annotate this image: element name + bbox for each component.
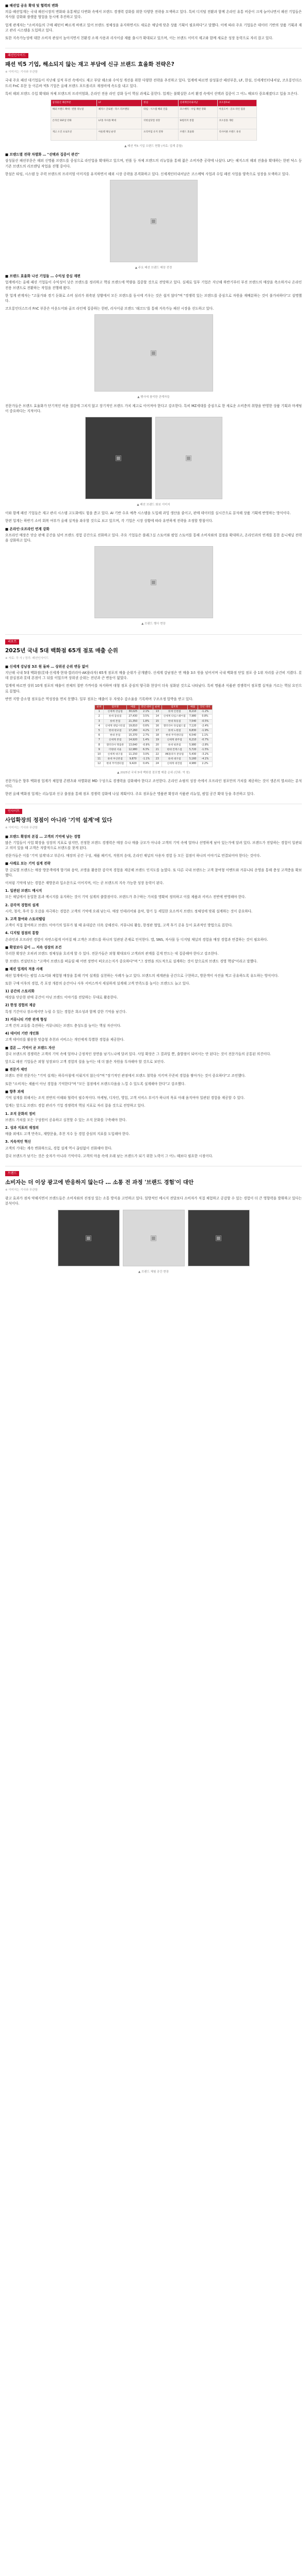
paragraph: 업계 관계자는 "소비자들의 구매 패턴이 빠르게 바뀌고 있어 브랜드 정체성을 유지하면서도 새로운 채널에 맞춘 상품 기획이 필요하다"고 말했다. 이에 따라 주요 기업들은 데이터 기반의 상품 기획과 재고 관리 시스템을 도입하고 있다. xyxy=(5,23,302,32)
subheading: 2. 성과 지표의 재정의 xyxy=(5,1125,39,1130)
table-cell: 1 xyxy=(95,710,103,715)
grid-header-cell: 신세계인터내셔날 xyxy=(178,100,217,107)
table-cell: 2.2% xyxy=(198,762,212,767)
grid-cell: 온라인 SSF샵 강화 xyxy=(51,118,96,129)
paragraph: 국내 주요 패션 대기업들이 지난해 실적 부진 속에서도 재고 부담 해소와 수익성 개선을 위한 다양한 전략을 추진하고 있다. 업계에 따르면 삼성물산 패션부문, LF, 한섬, 신세계인터내셔날, 코오롱인더스트리 FnC 부문 등 이른바 빅5 기업은 올해 브랜드 포트폴리오 재정비에 속도를 내고 있다. xyxy=(5,78,302,88)
grid-header-cell: 코오롱FnC xyxy=(217,100,256,107)
grid-header-cell: LF xyxy=(96,100,141,107)
table-cell: 6,540 xyxy=(187,734,198,738)
subheading: ■ 브랜드별 전략 차별화 … "선택과 집중이 관건" xyxy=(5,152,80,157)
table-cell: 3.0% xyxy=(139,752,153,757)
paragraph: 오프라인 매장은 단순 판매 공간을 넘어 브랜드 경험 공간으로 진화하고 있다. 주요 기업들은 플래그십 스토어와 팝업 스토어를 통해 소비자와의 접점을 확대하고, 온라인과의 연계를 통한 옴니채널 전략을 강화하고 있다. xyxy=(5,533,302,543)
paragraph: 광고 효과가 점차 약해지면서 브랜드들은 소비자와의 진정성 있는 소통 방식을 고민하고 있다. 일방적인 메시지 전달보다 소비자가 직접 체험하고 공감할 수 있는 경험이 더 큰 영향력을 발휘하고 있다는 분석이다. xyxy=(5,1196,302,1206)
grid-cell: 타임 · 시스템 해외 진출 xyxy=(142,107,178,118)
paragraph: 브랜드 가치를 모든 구성원이 공유하고 실천할 수 있는 조직 문화를 구축해야 한다. xyxy=(5,1117,127,1122)
section-tag[interactable]: 인사이트 xyxy=(5,809,22,814)
grid-row xyxy=(51,100,256,107)
table-cell: 5,720 xyxy=(187,748,198,752)
table-row xyxy=(95,748,212,752)
paragraph: 또한 지속가능성에 대한 소비자 관심이 높아지면서 친환경 소재 사용과 리사이클 제품 출시가 확대되고 있으며, 이는 브랜드 이미지 제고와 함께 새로운 성장 동력으로 자리 잡고 있다. xyxy=(5,36,273,41)
table-cell: 3 xyxy=(95,719,103,724)
paragraph: 고객 데이터를 활용한 맞춤형 추천과 서비스는 개인에게 특별한 경험을 제공한다. xyxy=(5,1038,125,1042)
paragraph: 지난해 국내 5대 백화점(롯데·신세계·현대·갤러리아·AK플라자) 65개 점포의 매출 순위가 공개됐다. 신세계 강남점은 연 매출 3조 원을 넘어서며 국내 백화점 단일 점포 중 1위 자리를 굳건히 지켰다. 롯데 잠실점과 롯데 본점이 그 뒤를 이었으며 상위권 순위는 전년과 큰 변동이 없었다. xyxy=(5,670,302,681)
paragraph: 특정 기간이나 장소에서만 누릴 수 있는 경험은 희소성과 함께 강한 기억을 남긴다. xyxy=(5,1009,127,1014)
column-header: 순위 xyxy=(95,705,103,709)
subheading: ■ 패션업 공유 확대 및 협력의 변화 xyxy=(5,4,58,8)
grid-header-cell: 삼성물산 패션부문 xyxy=(51,100,96,107)
table-cell: 12,980 xyxy=(127,748,139,752)
paragraph: 코오롱인더스트리 FnC 부문은 아웃도어와 골프 라인에 집중하는 한편, 리사이클 브랜드 '래코드'를 통해 지속가능 패션 시장을 선도하고 있다. xyxy=(5,307,214,311)
grid-cell: 더한섬닷컴 성장 xyxy=(142,118,178,129)
photo-caption: ▲ 브랜드 행사 현장 xyxy=(141,622,166,626)
paragraph: 한편 업계는 하반기 소비 회복 여부가 올해 실적을 좌우할 것으로 보고 있으며, 각 기업은 시장 상황에 따라 유연하게 전략을 조정할 방침이다. xyxy=(5,519,213,523)
table-cell: 신세계 센텀시티점 xyxy=(103,724,127,728)
table-cell: 13,640 xyxy=(127,743,139,748)
table-cell: 11 xyxy=(95,757,103,762)
table-cell: 8 xyxy=(95,743,103,748)
table-cell: 현대 무역센터점 xyxy=(161,734,187,738)
article-section-5 xyxy=(5,1171,302,1275)
table-cell: 1.1% xyxy=(198,734,212,738)
paragraph: 의류·패션업계는 국내 패션시장의 변화와 유통채널 다변화 속에서 브랜드 경쟁력 강화를 위한 다양한 전략을 모색하고 있다. 특히 디지털 전환과 함께 온라인 유통 비중이 크게 늘어나면서 패션 기업들은 자사몰 강화와 플랫폼 협업을 동시에 추진하고 있다. xyxy=(5,10,302,20)
table-cell: -1.9% xyxy=(198,728,212,733)
table-row xyxy=(95,734,212,738)
paragraph: 한 글로벌 브랜드는 매장 방문객에게 향기와 음악, 조명을 활용한 감각적 경험을 제공해 브랜드 인지도를 높였다. 또 다른 국내 브랜드는 고객 참여형 이벤트와 커뮤니티 운영을 통해 충성 고객층을 확보했다. xyxy=(5,868,302,877)
table-cell: 18 xyxy=(153,734,161,738)
article-section-1 xyxy=(5,3,302,41)
paragraph: 한 업계 관계자는 "고물가와 경기 둔화로 소비 심리가 위축된 상황에서 모든 브랜드를 동시에 키우는 것은 쉽지 않다"며 "경쟁력 있는 브랜드를 중심으로 자원을 재배분하는 것이 불가피하다"고 설명했다. xyxy=(5,293,302,303)
table-cell: 롯데 인천점 xyxy=(161,710,187,715)
table-cell: 7 xyxy=(95,738,103,743)
table-cell: 10 xyxy=(95,752,103,757)
image-icon: ▣ xyxy=(150,1233,157,1242)
subheading: 4) 데이터 기반 개인화 xyxy=(5,1031,39,1036)
paragraph: 고객 간의 교류를 촉진하는 커뮤니티는 브랜드 충성도를 높이는 핵심 자산이다. xyxy=(5,1024,121,1028)
table-caption: ▲ 2025년 국내 5대 백화점 점포별 매출 순위 (단위: 억 원) xyxy=(117,771,190,774)
subheading: ■ 신세계 강남점 3조 원 돌파 … 상위권 순위 변동 없어 xyxy=(5,664,89,669)
column-header: 순위 xyxy=(153,705,161,709)
image-icon: ▣ xyxy=(115,453,122,462)
article-headline[interactable]: 소비자는 더 이상 광고에 반응하지 않는다 … 소통 전 과정 '브랜드 경험'이 대안 xyxy=(5,1179,194,1185)
image-icon: ▣ xyxy=(85,1233,92,1242)
paragraph: 고객의 기대는 계속 변화하므로, 경험 설계 역시 끊임없이 진화해야 한다. xyxy=(5,1146,112,1150)
section-divider xyxy=(5,634,302,635)
paragraph: 앞으로 패션 기업들은 외형 성장보다 고객 경험의 질을 높이는 데 더 많은 자원을 투자해야 할 것으로 보인다. xyxy=(5,1060,165,1064)
table-cell: 17 xyxy=(153,728,161,733)
table-cell: 7,980 xyxy=(187,715,198,719)
table-cell: 0.8% xyxy=(198,715,212,719)
table-cell: 0.4% xyxy=(139,762,153,767)
table-cell: 롯데 부산본점 xyxy=(103,757,127,762)
paragraph: 반면 지방 중소형 점포들은 역성장을 면치 못했다. 일부 점포는 매출이 두 자릿수 감소율을 기록하며 구조조정 압박을 받고 있다. xyxy=(5,697,193,701)
table-cell: 현대 판교점 xyxy=(103,728,127,733)
photo-caption: ▲ 행사에 참석한 관계자들 xyxy=(137,396,170,399)
grid-row xyxy=(51,129,256,141)
image-notice: ※ 이미지는 기사와 무관함 xyxy=(5,1188,38,1192)
table-cell: 4 xyxy=(95,724,103,728)
table-cell: 23 xyxy=(153,757,161,762)
table-cell: 3.5% xyxy=(139,715,153,719)
table-cell: 19,810 xyxy=(127,724,139,728)
image-icon: ▣ xyxy=(150,216,157,225)
table-cell: -0.5% xyxy=(198,719,212,724)
table-cell: 4.2% xyxy=(139,728,153,733)
paragraph: 고객이 직접 참여하고 브랜드 이야기의 일부가 될 때 유대감은 더욱 강해진다. 커뮤니티 활동, 한정판 협업, 고객 후기 공유 등이 효과적인 방법으로 꼽힌다. xyxy=(5,923,233,928)
image-icon: ▣ xyxy=(150,578,157,587)
table-cell: 21,350 xyxy=(127,719,139,724)
subheading: ■ 온라인·오프라인 연계 강화 xyxy=(5,527,50,531)
table-cell: 1.4% xyxy=(139,738,153,743)
column-header: 전년 대비 xyxy=(198,705,212,709)
table-cell: 4,980 xyxy=(187,762,198,767)
grid-cell: 브랜드 효율화 xyxy=(178,129,217,141)
table-cell: -0.9% xyxy=(139,743,153,748)
source-notice: ※ 자료: 각 사 / 정리: 패션인사이드 xyxy=(5,656,49,660)
table-cell: -0.7% xyxy=(198,738,212,743)
image-icon: ▣ xyxy=(215,1233,222,1242)
image-notice: ※ 이미지는 기사와 무관함 xyxy=(5,826,38,830)
article-headline[interactable]: 패션 빅5 기업, 해소되지 않는 재고 부담에 신규 브랜드 효율화 전략은? xyxy=(5,61,174,68)
table-cell: 30,025 xyxy=(127,710,139,715)
table-cell: 27,430 xyxy=(127,715,139,719)
table-cell: 7,540 xyxy=(187,719,198,724)
section-tag[interactable]: 패션인사이드 xyxy=(5,53,28,58)
grid-row xyxy=(51,107,256,118)
table-cell: 갤러리아 명품관 xyxy=(103,743,127,748)
grid-row xyxy=(51,118,256,129)
table-row xyxy=(95,752,212,757)
fashion-photo xyxy=(85,417,152,499)
grid-cell: SI빌리지 통합 xyxy=(178,118,217,129)
paragraph: 패션 업계에서는 팝업 스토어와 체험형 매장을 통해 기억 설계를 실천하는 사례가 늘고 있다. 브랜드의 세계관을 공간으로 구현하고, 방문객이 사진을 찍고 공유하도록 유도하는 방식이다. xyxy=(5,973,279,978)
section-tag[interactable]: 트렌드 xyxy=(5,1171,19,1176)
subheading: ■ 브랜드 효율화 나선 기업들 … 수익성 중심 재편 xyxy=(5,274,80,279)
photo-caption: ▲ 브랜드 체험 공간 현장 xyxy=(138,1270,169,1274)
event-photo xyxy=(94,546,213,618)
subheading: 2) 한정 경험의 제공 xyxy=(5,1003,36,1008)
paragraph: 또한 "소비자는 제품이 아닌 경험을 기억한다"며 "모든 접점에서 브랜드다움을 느낄 수 있도록 설계해야 한다"고 강조했다. xyxy=(5,1081,186,1086)
table-cell: 9 xyxy=(95,748,103,752)
table-cell: 롯데 노원점 xyxy=(161,728,187,733)
paragraph: 모든 채널에서 동일한 톤과 메시지를 유지하는 것이 기억 설계의 출발점이다. 브랜드가 추구하는 가치를 명확히 정의하고 이를 제품과 서비스 전반에 반영해야 한다. xyxy=(5,895,246,900)
paragraph: 결국 브랜드가 남기는 것은 숫자가 아니라 기억이다. 고객의 마음 속에 오래 남는 브랜드가 되기 위한 노력이 그 어느 때보다 필요한 시점이다. xyxy=(5,1154,213,1158)
table-row xyxy=(95,710,212,715)
table-cell: 더현대 서울 xyxy=(103,748,127,752)
subheading: 3) 커뮤니티 기반 관계 형성 xyxy=(5,1017,47,1022)
article-headline[interactable]: 2025년 국내 5대 백화점 65개 점포 매출 순위 xyxy=(5,647,118,654)
paragraph: 업계에서는 올해 패션 기업들이 수익성이 낮은 브랜드를 정리하고 핵심 브랜드에 역량을 집중할 것으로 전망하고 있다. 실제로 일부 기업은 지난해 하반기부터 부진 브랜드의 매장을 축소하거나 온라인 전용 브랜드로 전환하는 작업을 진행해 왔다. xyxy=(5,280,302,290)
sales-ranking-table xyxy=(94,705,212,767)
table-cell: 현대 무역센터점 xyxy=(103,762,127,767)
paragraph: 전문가들은 향후 백화점 업계가 체험형 콘텐츠와 차별화된 MD 구성으로 경쟁력을 강화해야 한다고 조언한다. 온라인 쇼핑의 성장 속에서 오프라인 점포만의 가치를 제공하는 것이 생존의 열쇠라는 분석이다. xyxy=(5,778,302,788)
table-cell: 롯데 잠실점 xyxy=(103,715,127,719)
table-cell: 신세계 대전점 xyxy=(161,762,187,767)
table-cell: -1.1% xyxy=(139,757,153,762)
paragraph: 이와 함께 패션 기업들은 재고 관리 시스템 고도화에도 힘을 쏟고 있다. AI 기반 수요 예측 시스템을 도입해 과잉 생산을 줄이고, 판매 데이터를 실시간으로 분석해 상품 기획에 반영하는 방식이다. xyxy=(5,511,291,516)
article-body xyxy=(5,834,302,1159)
table-cell: 5 xyxy=(95,728,103,733)
image-icon: ▣ xyxy=(150,349,157,358)
table-cell: 신세계 타임스퀘어점 xyxy=(161,715,187,719)
brand-photo xyxy=(58,1210,120,1266)
grid-cell: 해외 브랜드 확대 · 빈폴 리뉴얼 xyxy=(51,107,96,118)
table-cell: 2.7% xyxy=(139,734,153,738)
table-cell: 22 xyxy=(153,752,161,757)
photo-caption: ▲ 주요 패션 브랜드 매장 전경 xyxy=(135,266,172,270)
table-cell: 2 xyxy=(95,715,103,719)
table-cell: 갤러리아 타임월드점 xyxy=(161,724,187,728)
table-row xyxy=(95,762,212,767)
paragraph: 또한 구매 이후의 경험, 즉 포장 개봉의 순간이나 사후 서비스까지 세심하게 설계해 고객 만족도를 높이는 브랜드도 늘고 있다. xyxy=(5,981,190,986)
table-cell: 14,920 xyxy=(127,738,139,743)
paragraph: 업계는 앞으로 브랜드 경험 관리가 기업 경쟁력의 핵심 지표로 자리 잡을 것으로 전망하고 있다. xyxy=(5,1104,146,1108)
paragraph: 매장을 단순한 판매 공간이 아닌 브랜드 이야기를 전달하는 무대로 활용한다. xyxy=(5,995,118,1000)
paragraph: 온라인과 오프라인 경험이 자연스럽게 이어질 때 고객은 브랜드를 하나의 일관된 존재로 인식한다. 앱, SNS, 자사몰 등 디지털 채널의 경험을 매장 경험과 연결하는 것이 필요하다. xyxy=(5,937,268,942)
grid-cell: 리사이클 브랜드 육성 xyxy=(217,129,256,141)
paragraph: 전문가들은 이를 '기억 설계'라고 부른다. 매장의 공간 구성, 제품 패키지, 직원의 응대, 온라인 채널의 사용자 경험 등 모든 접점이 하나의 이야기로 연결되어야 한다는 것이다. xyxy=(5,854,261,858)
brand-photo xyxy=(123,1210,185,1266)
table-cell: 현대 목동점 xyxy=(161,719,187,724)
table-row xyxy=(95,724,212,728)
section-tag[interactable]: 리포트 xyxy=(5,639,19,645)
subheading: 2. 감각적 경험의 설계 xyxy=(5,903,39,907)
table-cell: -2.8% xyxy=(198,743,212,748)
column-header: 매출 xyxy=(127,705,139,709)
fashion-photo xyxy=(155,417,222,499)
table-cell: 24 xyxy=(153,762,161,767)
subheading: ■ 브랜드 확장의 본질 … 고객의 기억에 남는 경험 xyxy=(5,834,80,839)
photo-row xyxy=(5,1210,302,1266)
table-cell: 19 xyxy=(153,738,161,743)
table-cell: 신세계 대구점 xyxy=(103,752,127,757)
table-cell: 15 xyxy=(153,719,161,724)
subheading: 1) 공간의 스토리화 xyxy=(5,989,35,994)
brand-strategy-grid xyxy=(51,99,257,141)
paragraph: 많은 기업들이 사업 확장을 성장의 지표로 삼지만, 진정한 브랜드 경쟁력은 매장 수나 매출 규모가 아니라 고객의 기억 속에 얼마나 선명하게 남아 있는가에 달려 있다. 브랜드가 전달하는 경험이 일관되고 의미 있을 때 고객은 자발적으로 브랜드를 찾게 된다. xyxy=(5,840,302,850)
column-header: 전년 대비 xyxy=(139,705,153,709)
paragraph: 한섬은 타임, 시스템 등 주력 브랜드의 프리미엄 이미지를 유지하면서 해외 시장 공략을 본격화하고 있다. 신세계인터내셔날은 코스메틱 사업과 수입 패션 사업을 양축으로 성장을 모색하고 있다. xyxy=(5,172,290,176)
table-cell: 6,210 xyxy=(187,738,198,743)
grid-caption: ▲ 패션 빅5 기업 브랜드 현황 (자료: 업계 종합) xyxy=(124,145,183,148)
table-cell: 롯데 대구점 xyxy=(161,757,187,762)
grid-cell: 헤지스 글로벌 · 닥스 리브랜딩 xyxy=(96,107,141,118)
paragraph: 삼성물산 패션부문은 해외 신명품 브랜드를 중심으로 라인업을 확대하고 있으며, 빈폴 등 자체 브랜드의 리뉴얼을 통해 젊은 소비자층 공략에 나섰다. LF는 헤지스의 해외 진출을 확대하는 한편 닥스 등 기존 브랜드의 리브랜딩 작업을 진행 중이다. xyxy=(5,159,302,168)
table-cell: 5,980 xyxy=(187,743,198,748)
table-cell: 14 xyxy=(153,715,161,719)
grid-cell: 코오롱몰 개편 xyxy=(217,118,256,129)
table-row xyxy=(95,743,212,748)
paragraph: 한 브랜드 컨설턴트는 "고객이 브랜드를 떠올릴 때 어떤 장면이 떠오르는지가 중요하다"며 "그 장면을 의도적으로 설계하는 것이 앞으로의 브랜드 경영 핵심"이라고 말했다. xyxy=(5,959,258,964)
table-cell: 6 xyxy=(95,734,103,738)
grid-cell: 재고 소진 프로모션 xyxy=(51,129,96,141)
table-cell: 6,830 xyxy=(187,728,198,733)
brand-photo xyxy=(188,1210,250,1266)
paragraph: 특히 해외 브랜드 수입 확대와 자체 브랜드의 프리미엄화, 온라인 전용 라인 강화 등이 핵심 과제로 꼽힌다. 업계는 불확실한 소비 환경 속에서 선택과 집중이 그 어느 때보다 중요해졌다고 입을 모은다. xyxy=(5,91,299,96)
table-cell: 21 xyxy=(153,748,161,752)
table-cell: -1.5% xyxy=(198,748,212,752)
subheading: ■ 사례로 보는 기억 설계 전략 xyxy=(5,861,51,866)
subheading: 3. 지속적인 혁신 xyxy=(5,1140,31,1144)
table-cell: 16 xyxy=(153,724,161,728)
paragraph: 브랜드 전략 전문가는 "기억 설계는 하루아침에 이뤄지지 않는다"며 "장기적인 관점에서 브랜드 철학을 지키며 꾸준히 경험을 쌓아가는 것이 중요하다"고 조언했다. xyxy=(5,1074,246,1078)
paragraph: 전문가들은 브랜드 효율화가 단기적인 비용 절감에 그치지 않고 장기적인 브랜드 가치 제고로 이어져야 한다고 강조한다. 특히 MZ세대를 중심으로 한 새로운 소비층의 취향을 반영한 상품 기획과 마케팅이 중요하다는 지적이다. xyxy=(5,403,302,413)
table-cell: -1.2% xyxy=(198,710,212,715)
table-cell: 13 xyxy=(153,710,161,715)
subheading: 3. 고객 참여와 스토리텔링 xyxy=(5,917,45,922)
table-row xyxy=(95,728,212,733)
table-cell: 7,120 xyxy=(187,724,198,728)
table-cell: 15,370 xyxy=(127,734,139,738)
table-cell: 9,420 xyxy=(127,762,139,767)
table-cell: 현대 본점 xyxy=(103,734,127,738)
subheading: ■ 전문가 제언 xyxy=(5,1067,27,1072)
subheading: ■ 확장보다 깊이 … 지속 성장의 조건 xyxy=(5,945,62,950)
table-cell: 롯데 본점 xyxy=(103,719,127,724)
table-row xyxy=(95,757,212,762)
table-cell: 17,260 xyxy=(127,728,139,733)
table-cell: 신세계 광주점 xyxy=(161,738,187,743)
article-section-4 xyxy=(5,808,302,1159)
paragraph: 업계에 따르면 상위 10개 점포의 매출이 전체의 절반 가까이를 차지하며 대형 점포 중심의 양극화 현상이 더욱 심화된 것으로 나타났다. 특히 명품과 식품관 경쟁력이 점포별 실적을 가르는 핵심 요인으로 꼽혔다. xyxy=(5,684,302,693)
paragraph: 결국 브랜드의 경쟁력은 고객의 기억 속에 얼마나 긍정적인 장면을 남기느냐에 달려 있다. 사업 확장은 그 결과일 뿐, 출발점이 되어서는 안 된다는 것이 전문가들의 공통된 의견이다. xyxy=(5,1052,271,1056)
grid-cell: 아울렛 채널 운영 xyxy=(96,129,141,141)
image-notice: ※ 이미지는 기사와 무관함 xyxy=(5,71,38,74)
table-cell: 롯데 평촌점 xyxy=(161,743,187,748)
subheading: ■ 패션 업계의 적용 사례 xyxy=(5,967,43,972)
subheading: 1. 조직 문화의 정비 xyxy=(5,1111,36,1116)
table-row xyxy=(95,719,212,724)
table-cell: 현대 킨텍스점 xyxy=(161,748,187,752)
image-icon: ▣ xyxy=(185,453,192,462)
table-cell: -4.1% xyxy=(198,757,212,762)
table-cell: 12 xyxy=(95,762,103,767)
photo-caption: ▲ 패션 브랜드 화보 이미지 xyxy=(137,503,170,507)
column-header: 점포명 xyxy=(103,705,127,709)
event-photo xyxy=(94,314,213,392)
table-cell: 11,150 xyxy=(127,752,139,757)
store-photo xyxy=(110,180,198,262)
table-row xyxy=(95,715,212,719)
table-cell: -3.2% xyxy=(198,752,212,757)
table-cell: 1.8% xyxy=(139,719,153,724)
table-cell: -2.4% xyxy=(198,724,212,728)
table-cell: 신세계 강남점 xyxy=(103,710,127,715)
subheading: 1. 일관된 브랜드 메시지 xyxy=(5,889,42,893)
paragraph: 이처럼 기억에 남는 경험은 재방문과 입소문으로 이어지며, 이는 곧 브랜드의 지속 가능한 성장 동력이 된다. xyxy=(5,881,164,885)
paragraph: 기억 설계를 위해서는 조직 전반의 이해와 협력이 필수적이다. 마케팅, 디자인, 영업, 고객 서비스 부서가 하나의 목표 아래 움직여야 일관된 경험을 제공할 수 있다. xyxy=(5,1096,245,1100)
table-cell: 5,430 xyxy=(187,752,198,757)
table-cell: AK플라자 분당점 xyxy=(161,752,187,757)
grid-cell: LF몰 자사몰 확대 xyxy=(96,118,141,129)
table-cell: 20 xyxy=(153,743,161,748)
grid-cell: 아웃도어 · 골프 라인 집중 xyxy=(217,107,256,118)
grid-cell: 프리미엄 유지 전략 xyxy=(142,129,178,141)
grid-cell: 코스메틱 · 수입 패션 강화 xyxy=(178,107,217,118)
table-cell: 8,210 xyxy=(187,710,198,715)
paragraph: 매출 외에도 고객 만족도, 재방문율, 추천 지수 등 경험 중심의 지표를 도입해야 한다. xyxy=(5,1132,130,1137)
table-cell: 2.1% xyxy=(139,710,153,715)
column-header: 매출 xyxy=(187,705,198,709)
paragraph: 무리한 확장은 오히려 브랜드 정체성을 흐리게 할 수 있다. 전문가들은 외형 확대보다 고객과의 관계를 깊게 만드는 데 집중해야 한다고 강조한다. xyxy=(5,952,219,956)
subheading: ■ 향후 과제 xyxy=(5,1089,24,1094)
photo-row xyxy=(5,417,302,499)
table-cell: 0.6% xyxy=(139,724,153,728)
column-header: 점포명 xyxy=(161,705,187,709)
paragraph: 시각, 청각, 후각 등 오감을 자극하는 경험은 고객의 기억에 오래 남는다. 매장 인테리어와 음악, 향기 등 세밀한 요소까지 브랜드 정체성에 맞춰 설계하는 것이 중요하다. xyxy=(5,909,253,913)
table-cell: 9,870 xyxy=(127,757,139,762)
subheading: 4. 디지털 접점의 통합 xyxy=(5,931,39,936)
table-header-row xyxy=(95,705,212,709)
grid-header-cell: 한섬 xyxy=(142,100,178,107)
table-row xyxy=(95,738,212,743)
article-headline[interactable]: 사업확장의 정점이 아니라 '기억 설계'에 있다 xyxy=(5,817,112,824)
table-cell: 5,160 xyxy=(187,757,198,762)
article-section-3 xyxy=(5,639,302,797)
article-section-2 xyxy=(5,53,302,626)
table-cell: 6.3% xyxy=(139,748,153,752)
subheading: ■ 결론 … 기억이 곧 브랜드 자산 xyxy=(5,1045,55,1050)
table-cell: 신세계 본점 xyxy=(103,738,127,743)
paragraph: 한편 올해 백화점 업계는 리뉴얼과 신규 출점을 통해 점포 경쟁력 강화에 나설 계획이다. 주요 점포들은 명품관 확장과 식품관 리뉴얼, 팝업 공간 확대 등을 추진하고 있다. xyxy=(5,792,255,796)
